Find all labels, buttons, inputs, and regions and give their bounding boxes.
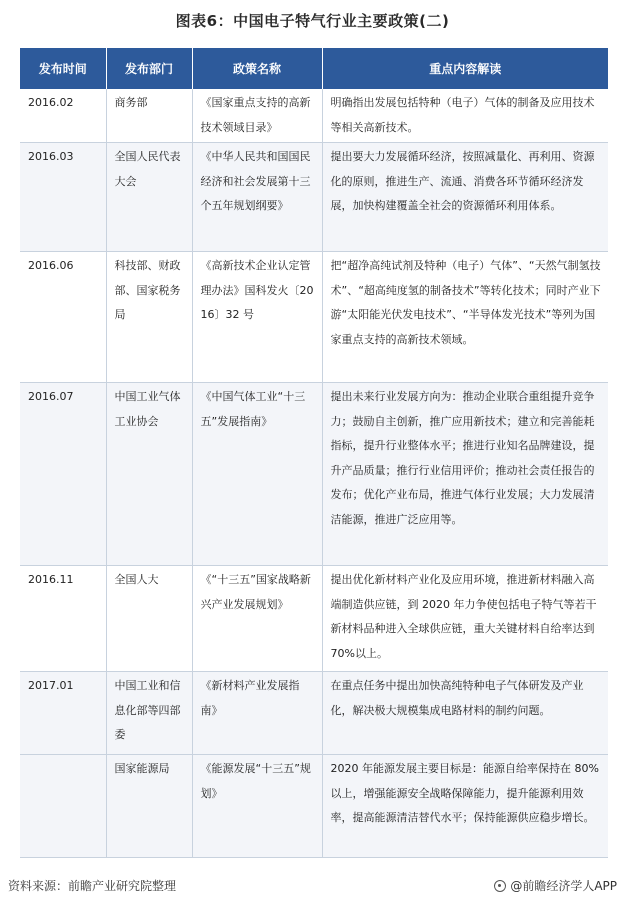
cell-department: 国家能源局 xyxy=(106,755,192,858)
table-row xyxy=(20,755,608,858)
table-header-row xyxy=(20,48,608,89)
cell-content: 提出未来行业发展方向为：推动企业联合重组提升竞争力；鼓励自主创新，推广应用新技术；建立和完善能耗指标，提升行业整体水平；推进行业知名品牌建设，提升产品质量；推行行业信用评价；推动社会责任报告的发布；优化产业布局，推进气体行业发展；大力发展清洁能源，推进广泛应用等。 xyxy=(330,390,595,526)
cell-department: 全国人民代表大会 xyxy=(106,143,192,252)
cell-date: 2016.06 xyxy=(20,252,106,383)
cell-date xyxy=(20,755,106,858)
table-row xyxy=(20,89,608,143)
cell-content: 提出优化新材料产业化及应用环境，推进新材料融入高端制造供应链，到 2020 年力争使包括电子特气等若干新材料品种进入全球供应链，重大关键材料自给率达到 70%以上。 xyxy=(330,573,597,660)
cell-content: 在重点任务中提出加快高纯特种电子气体研发及产业化，解决极大规模集成电路材料的制约问题。 xyxy=(330,679,584,717)
header-department: 发布部门 xyxy=(106,48,192,89)
cell-policy: 《能源发展“十三五”规划》 xyxy=(192,755,322,858)
cell-date: 2016.02 xyxy=(20,89,106,143)
page-title: 图表6：中国电子特气行业主要政策(二) xyxy=(175,12,450,30)
policy-table-container xyxy=(20,48,608,858)
cell-date: 2016.11 xyxy=(20,566,106,672)
cell-policy: 《新材料产业发展指南》 xyxy=(192,672,322,755)
cell-policy: 《“十三五”国家战略新兴产业发展规划》 xyxy=(192,566,322,672)
source-note: 资料来源：前瞻产业研究院整理 xyxy=(8,879,177,893)
cell-department: 商务部 xyxy=(106,89,192,143)
brand-credit xyxy=(494,877,617,894)
table-row xyxy=(20,143,608,252)
table-row xyxy=(20,252,608,383)
cell-date: 2017.01 xyxy=(20,672,106,755)
table-row xyxy=(20,672,608,755)
table-row xyxy=(20,566,608,672)
header-policy-name: 政策名称 xyxy=(192,48,322,89)
cell-date: 2016.07 xyxy=(20,383,106,566)
cell-content: 把“超净高纯试剂及特种（电子）气体”、“天然气制氢技术”、“超高纯度氢的制备技术”等转化技术；同时产业下游“太阳能光伏发电技术”、“半导体发光技术”等列为国家重点支持的高新技术领域。 xyxy=(330,259,601,346)
cell-content: 提出要大力发展循环经济，按照减量化、再利用、资源化的原则，推进生产、流通、消费各环节循环经济发展，加快构建覆盖全社会的资源循环利用体系。 xyxy=(330,150,595,212)
cell-content: 2020 年能源发展主要目标是：能源自给率保持在 80%以上，增强能源安全战略保障能力，提升能源利用效率，提高能源清洁替代水平；保持能源供应稳步增长。 xyxy=(330,762,599,824)
cell-content: 明确指出发展包括特种（电子）气体的制备及应用技术等相关高新技术。 xyxy=(330,96,595,134)
app-circle-icon xyxy=(494,880,506,892)
cell-department: 中国工业气体工业协会 xyxy=(106,383,192,566)
cell-department: 全国人大 xyxy=(106,566,192,672)
table-row xyxy=(20,383,608,566)
cell-policy: 《高新技术企业认定管理办法》国科发火〔2016〕32 号 xyxy=(192,252,322,383)
cell-policy: 《中华人民共和国国民经济和社会发展第十三个五年规划纲要》 xyxy=(192,143,322,252)
cell-department: 科技部、财政部、国家税务局 xyxy=(106,252,192,383)
brand-text: @前瞻经济学人APP xyxy=(510,879,617,893)
cell-policy: 《国家重点支持的高新技术领域目录》 xyxy=(192,89,322,143)
cell-department: 中国工业和信息化部等四部委 xyxy=(106,672,192,755)
cell-date: 2016.03 xyxy=(20,143,106,252)
policy-table xyxy=(20,48,608,858)
cell-policy: 《中国气体工业“十三五”发展指南》 xyxy=(192,383,322,566)
header-content: 重点内容解读 xyxy=(322,48,608,89)
header-date: 发布时间 xyxy=(20,48,106,89)
